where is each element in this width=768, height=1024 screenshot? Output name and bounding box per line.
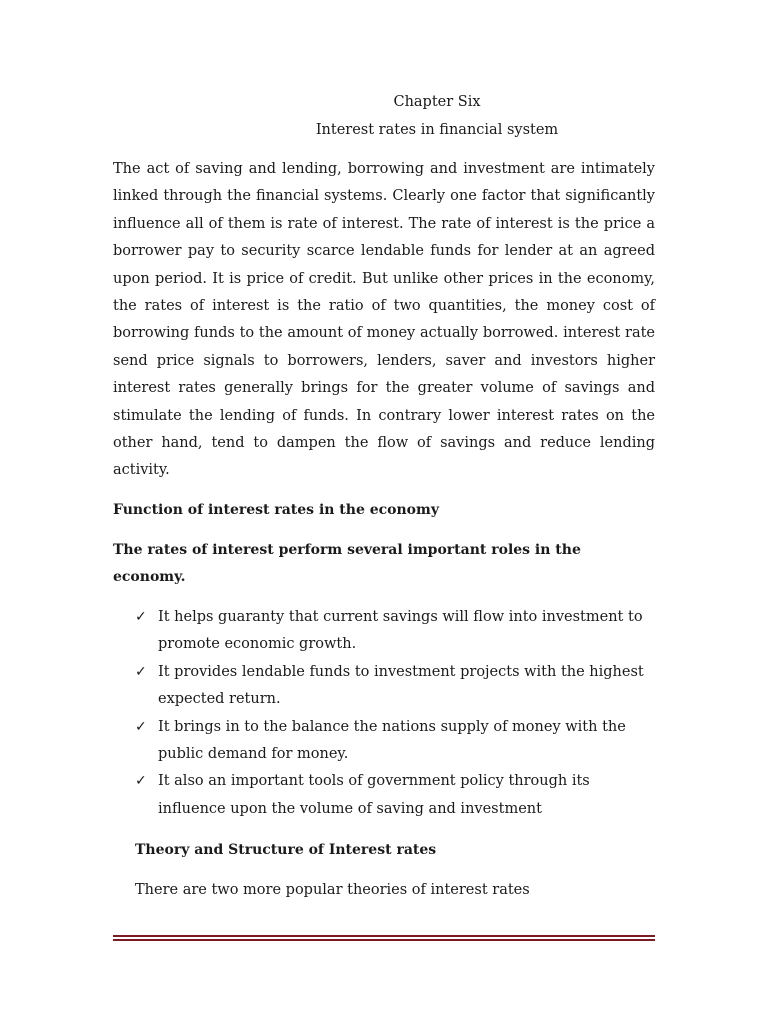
roles-list — [135, 604, 655, 823]
chapter-title: Chapter Six — [393, 94, 481, 110]
footer-rule — [113, 935, 655, 937]
checkmark-icon: ✓ — [135, 773, 147, 790]
footer-rule — [113, 939, 655, 941]
list-item — [135, 714, 655, 769]
checkmark-icon: ✓ — [135, 609, 147, 625]
list-item-text: It brings in to the balance the nations supply of money with the public demand for money. — [158, 718, 626, 763]
section-heading-roles: The rates of interest perform several important roles in the economy. — [113, 542, 581, 586]
theory-note: There are two more popular theories of interest rates — [135, 882, 530, 898]
checkmark-icon: ✓ — [135, 663, 147, 680]
list-item — [135, 768, 655, 823]
checkmark-icon: ✓ — [135, 718, 147, 735]
list-item-text: It helps guaranty that current savings will flow into investment to promote economic growth. — [158, 609, 643, 653]
list-item-text: It also an important tools of government policy through its influence upon the volume of saving and investment — [158, 773, 590, 817]
intro-paragraph: The act of saving and lending, borrowing and investment are intimately linked through the financial systems. Clearly one factor that significantly influence all of them is rate of interest. The rate of interest is the price a borrower pay to security scarce lendable funds for lender at an agreed upon period. It is price of credit. But unlike other prices in the economy, the rates of interest is the ratio of two quantities, the money cost of borrowing funds to the amount of money actually borrowed. interest rate send price signals to borrowers, lenders, saver and investors higher interest rates generally brings for the greater volume of savings and stimulate the lending of funds. In contrary lower interest rates on the other hand, tend to dampen the flow of savings and reduce lending activity. — [113, 161, 655, 479]
list-item-text: It provides lendable funds to investment projects with the highest expected return. — [158, 663, 644, 708]
section-heading-function: Function of interest rates in the economy — [113, 502, 439, 518]
chapter-subtitle: Interest rates in financial system — [315, 122, 559, 138]
list-item — [135, 659, 655, 714]
list-item — [135, 604, 655, 659]
section-heading-theory: Theory and Structure of Interest rates — [135, 842, 437, 858]
